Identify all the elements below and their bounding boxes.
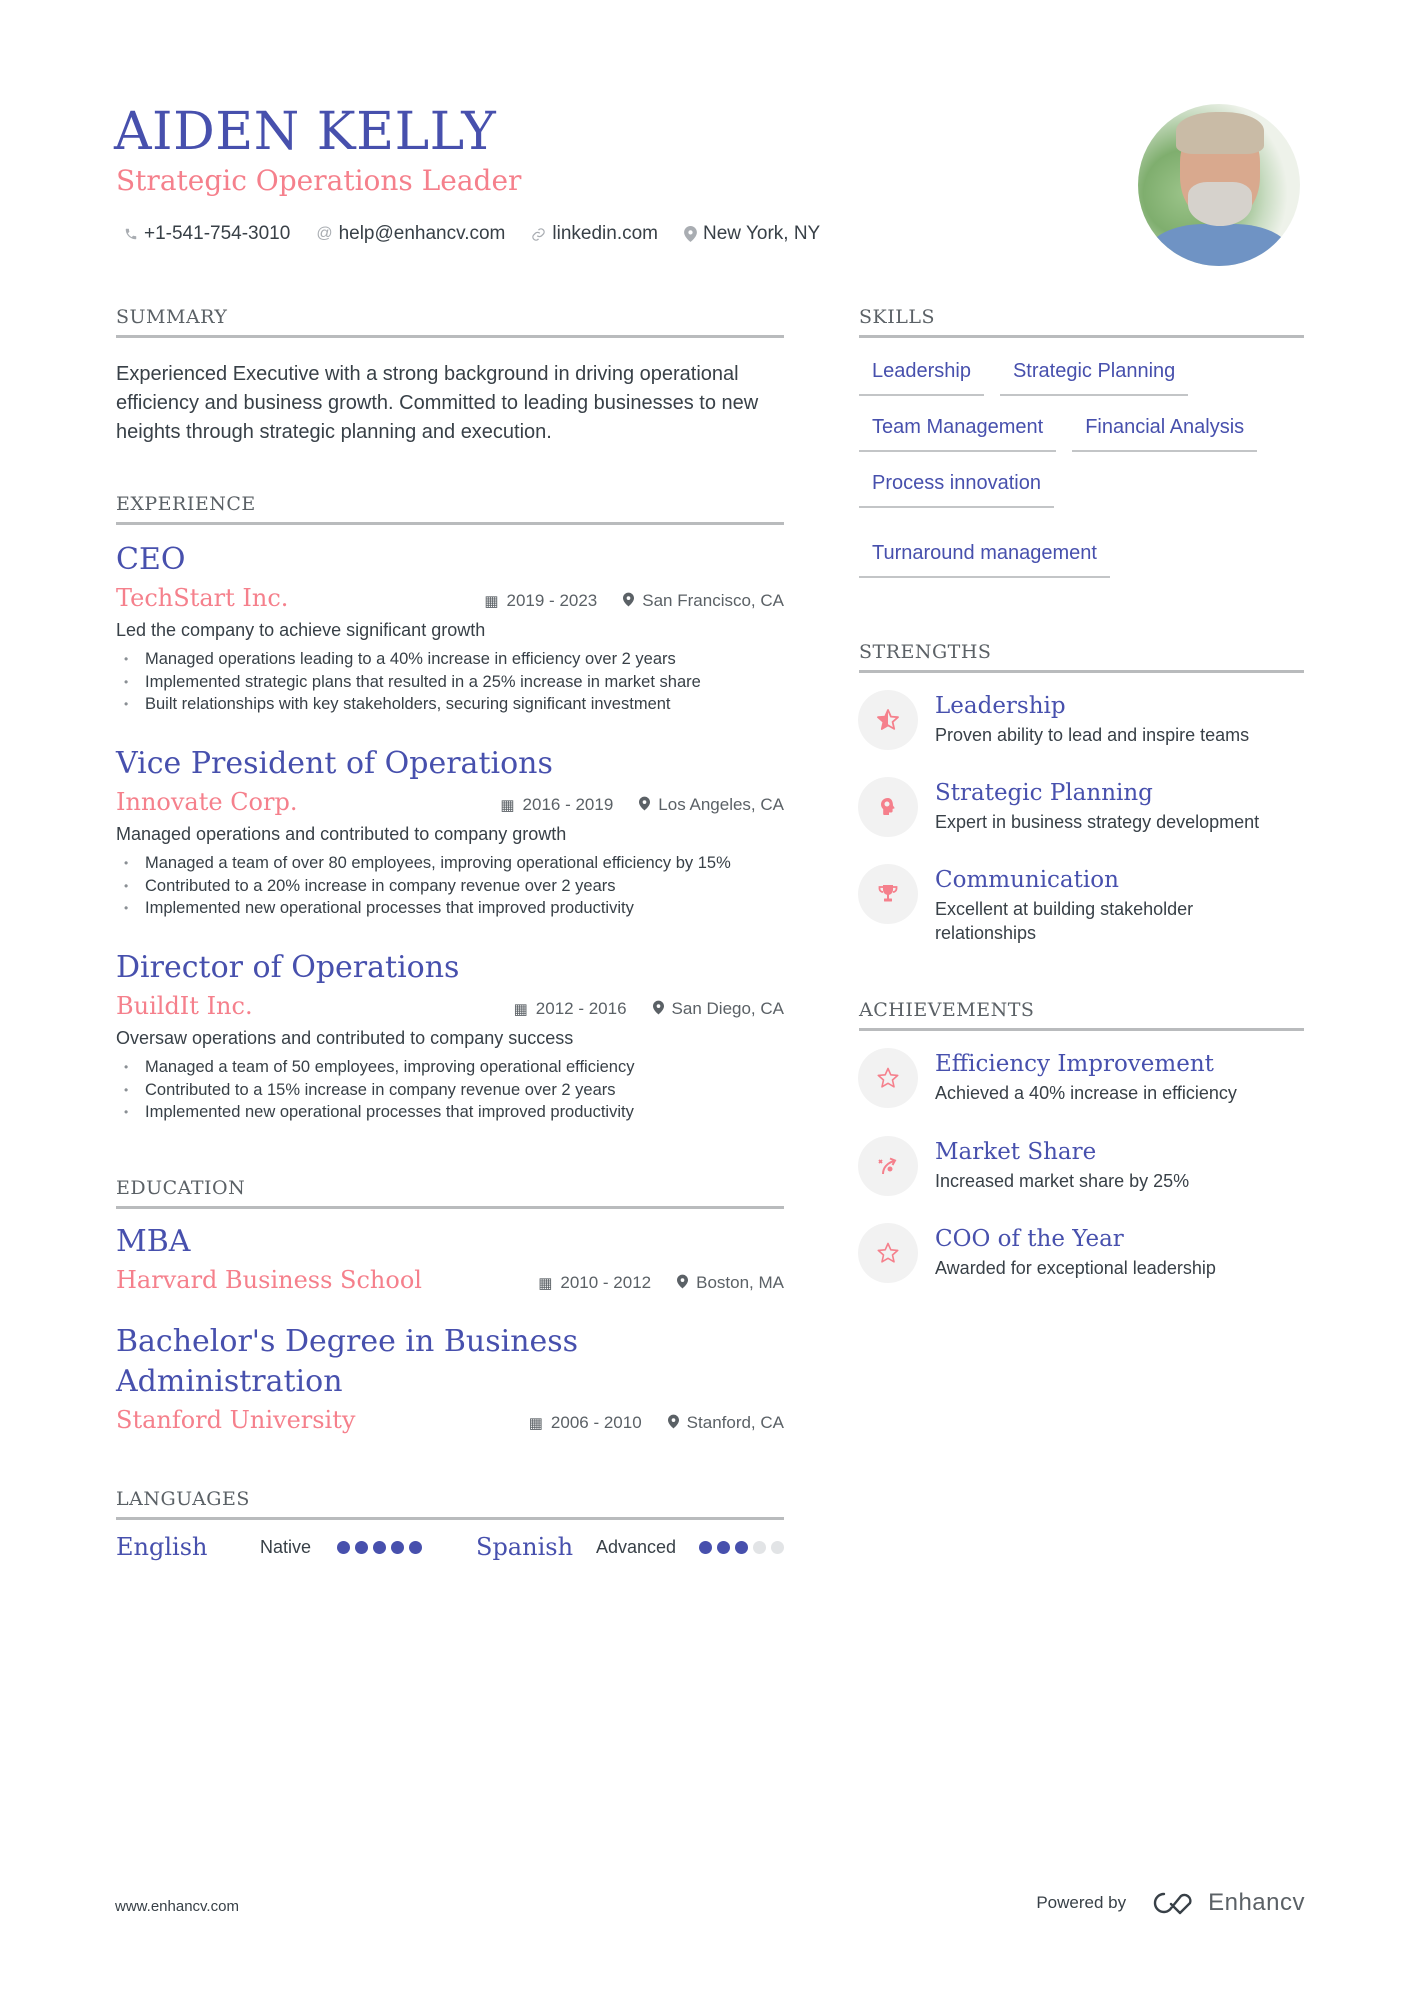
section-title-languages: LANGUAGES: [116, 1487, 784, 1520]
contact-linkedin[interactable]: [531, 220, 658, 248]
job-title: CEO: [116, 542, 186, 577]
calendar-icon: ▦: [528, 1415, 543, 1432]
language-level: Native: [260, 1536, 312, 1557]
enhancv-logo[interactable]: [1150, 1889, 1305, 1917]
brand-name: Enhancv: [1208, 1889, 1305, 1916]
achievement-item: [858, 1223, 1304, 1283]
strategy-arrow-icon: [858, 1136, 918, 1196]
skill-tag: Financial Analysis: [1072, 410, 1257, 452]
achievement-item: [858, 1048, 1304, 1108]
strength-item: [858, 690, 1304, 750]
job-dates: 2012 - 2016: [535, 999, 627, 1018]
language-item: [116, 1533, 476, 1561]
language-rating: [699, 1541, 784, 1554]
job-location: San Francisco, CA: [642, 591, 784, 610]
bullet-item: • Implemented new operational processes that improved productivity: [116, 897, 784, 920]
strength-title: Leadership: [935, 693, 1066, 719]
edu-location: Boston, MA: [696, 1273, 784, 1292]
contact-bar: [124, 220, 820, 248]
bullet-item: • Managed operations leading to a 40% increase in efficiency over 2 years: [116, 648, 784, 671]
experience-item: [116, 540, 784, 716]
section-title-skills: SKILLS: [859, 305, 1304, 338]
degree-title: MBA: [116, 1224, 191, 1259]
degree-title: Bachelor's Degree in Business Administration: [116, 1324, 579, 1399]
achievement-title: Efficiency Improvement: [935, 1051, 1214, 1077]
trophy-icon: [858, 864, 918, 924]
company-name: BuildIt Inc.: [116, 992, 253, 1020]
candidate-name: AIDEN KELLY: [114, 102, 497, 162]
experience-item: [116, 948, 784, 1124]
skill-tag: Team Management: [859, 410, 1056, 452]
bullet-item: • Contributed to a 15% increase in company revenue over 2 years: [116, 1079, 784, 1102]
at-icon: @: [316, 225, 333, 242]
achievement-item: [858, 1136, 1304, 1196]
school-name: Stanford University: [116, 1406, 356, 1434]
languages-list: [116, 1530, 784, 1564]
achievement-title: COO of the Year: [935, 1226, 1124, 1252]
job-location: San Diego, CA: [671, 999, 784, 1018]
strengths-section: [859, 640, 1304, 673]
section-title-summary: SUMMARY: [116, 305, 784, 338]
skill-tag: Strategic Planning: [1000, 354, 1188, 396]
location-pin-icon: [639, 796, 650, 815]
edu-dates: 2006 - 2010: [550, 1413, 642, 1432]
achievement-title: Market Share: [935, 1139, 1097, 1165]
bullet-item: • Managed a team of over 80 employees, improving operational efficiency by 15%: [116, 852, 784, 875]
summary-text: Experienced Executive with a strong background in driving operational efficiency and business growth. Committed to leading businesses to new heights through strategic planning and execution.: [116, 363, 759, 443]
calendar-icon: ▦: [500, 797, 515, 814]
star-half-icon: [858, 690, 918, 750]
calendar-icon: ▦: [484, 593, 499, 610]
job-title: Vice President of Operations: [116, 746, 553, 781]
footer-branding: [1036, 1889, 1305, 1917]
enhancv-logo-icon: [1150, 1890, 1196, 1916]
strength-item: [858, 864, 1304, 945]
section-title-achievements: ACHIEVEMENTS: [859, 998, 1304, 1031]
skill-tag: Leadership: [859, 354, 984, 396]
skills-list: [859, 354, 1304, 578]
company-name: TechStart Inc.: [116, 584, 289, 612]
phone-icon: [124, 227, 138, 241]
bullet-item: • Contributed to a 20% increase in company revenue over 2 years: [116, 875, 784, 898]
language-item: [476, 1533, 784, 1561]
job-bullets: [116, 648, 784, 716]
language-level: Advanced: [595, 1536, 677, 1557]
job-dates: 2019 - 2023: [506, 591, 598, 610]
strength-item: [858, 777, 1304, 837]
education-section: [116, 1176, 784, 1209]
language-rating: [337, 1541, 422, 1554]
achievement-description: Achieved a 40% increase in efficiency: [935, 1083, 1237, 1103]
strength-description: Proven ability to lead and inspire teams: [935, 725, 1250, 745]
achievement-description: Awarded for exceptional leadership: [935, 1258, 1216, 1278]
language-name: Spanish: [476, 1533, 574, 1561]
edu-location: Stanford, CA: [686, 1413, 784, 1432]
school-name: Harvard Business School: [116, 1266, 422, 1294]
strength-description: Excellent at building stakeholder relationships: [935, 899, 1194, 943]
footer-website-link[interactable]: www.enhancv.com: [115, 1898, 239, 1915]
job-description: Led the company to achieve significant growth: [116, 620, 486, 640]
company-name: Innovate Corp.: [116, 788, 298, 816]
bullet-item: • Managed a team of 50 employees, improving operational efficiency: [116, 1056, 784, 1079]
education-item: [116, 1222, 784, 1298]
section-title-strengths: STRENGTHS: [859, 640, 1304, 673]
location-pin-icon: [677, 1274, 688, 1293]
experience-item: [116, 744, 784, 920]
edu-dates: 2010 - 2012: [560, 1273, 652, 1292]
location-pin-icon: [668, 1414, 679, 1433]
languages-section: [116, 1487, 784, 1520]
section-title-experience: EXPERIENCE: [116, 492, 784, 525]
email-text: help@enhancv.com: [338, 223, 506, 244]
powered-by-label: Powered by: [1036, 1893, 1127, 1912]
calendar-icon: ▦: [513, 1001, 528, 1018]
skill-tag: Turnaround management: [859, 536, 1110, 578]
bullet-item: • Built relationships with key stakeholders, securing significant investment: [116, 693, 784, 716]
linkedin-text: linkedin.com: [552, 223, 658, 244]
job-dates: 2016 - 2019: [522, 795, 614, 814]
location-text: New York, NY: [703, 223, 821, 244]
achievements-section: [859, 998, 1304, 1031]
phone-text: +1-541-754-3010: [144, 223, 291, 244]
bullet-item: • Implemented strategic plans that resulted in a 25% increase in market share: [116, 671, 784, 694]
candidate-headline: Strategic Operations Leader: [116, 164, 522, 197]
location-pin-icon: [684, 226, 697, 242]
experience-section: [116, 492, 784, 525]
job-title: Director of Operations: [116, 950, 460, 985]
skills-section: [859, 305, 1304, 338]
job-bullets: [116, 852, 784, 920]
bullet-item: • Implemented new operational processes that improved productivity: [116, 1101, 784, 1124]
summary-section: [116, 305, 784, 447]
star-outline-icon: [858, 1223, 918, 1283]
strength-title: Communication: [935, 867, 1119, 893]
link-icon: [531, 227, 546, 242]
contact-phone[interactable]: [124, 220, 290, 248]
job-description: Managed operations and contributed to company growth: [116, 824, 567, 844]
location-pin-icon: [623, 592, 634, 611]
language-name: English: [116, 1533, 208, 1561]
avatar: [1138, 104, 1300, 266]
calendar-icon: ▦: [538, 1275, 553, 1292]
skill-tag: Process innovation: [859, 466, 1054, 508]
star-outline-icon: [858, 1048, 918, 1108]
job-bullets: [116, 1056, 784, 1124]
contact-email[interactable]: [316, 220, 505, 248]
section-title-education: EDUCATION: [116, 1176, 784, 1209]
contact-location: [684, 220, 820, 248]
strength-description: Expert in business strategy development: [935, 812, 1260, 832]
head-brain-icon: [858, 777, 918, 837]
education-item: [116, 1322, 784, 1438]
job-location: Los Angeles, CA: [658, 795, 784, 814]
location-pin-icon: [653, 1000, 664, 1019]
job-description: Oversaw operations and contributed to company success: [116, 1028, 574, 1048]
strength-title: Strategic Planning: [935, 780, 1153, 806]
achievement-description: Increased market share by 25%: [935, 1171, 1190, 1191]
